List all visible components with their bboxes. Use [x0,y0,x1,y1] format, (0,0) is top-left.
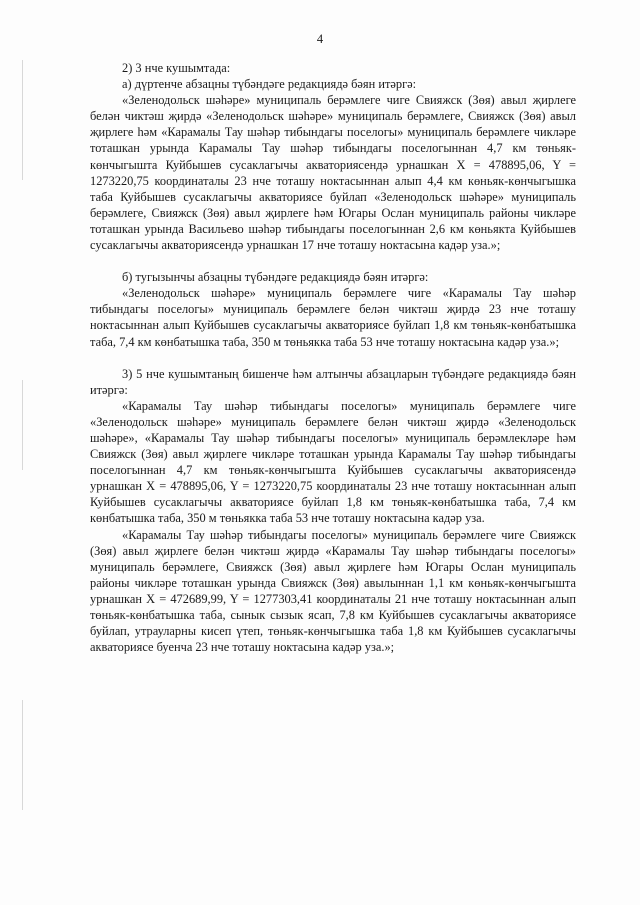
paragraph-item-2: 2) 3 нче кушымтада: [122,61,231,75]
scan-edge-mark [22,60,23,180]
scan-edge-mark [22,380,23,470]
paragraph-subitem-b: б) тугызынчы абзацны түбәндәге редакциядә бәян итәргә: [122,270,429,285]
scan-edge-mark [22,700,23,810]
paragraph-item-3: 3) 5 нче кушымтаның бишенче һәм алтынчы абзацларын түбәндәге редакциядә бәян итәргә: [90,366,576,397]
paragraph-quote: «Зеленодольск шәһәре» муниципаль берәмлеге чиге «Карамалы Тау шәһәр тибындагы поселогы» муниципаль берәмлеге белән чиктәш җирдә 23 нче тоташу ноктасыннан алып Куйбышев сусаклагычы акваториясе буйлап 1,8 км төньяк-көнбатышка таба, 7,4 км көнбатышка таба, 350 м төньякка таба 53 нче тоташу ноктасына кадәр уза.»; [90,286,576,349]
paragraph-quote: «Зеленодольск шәһәре» муниципаль берәмлеге чиге Свияжск (Зөя) авыл җирлеге белән чиктәш җирдә «Зеленодольск шәһәре» муниципаль берәмлеге, Свияжск (Зөя) авыл җирлеге һәм «Карамалы Тау шәһәр тибындагы поселогы» муниципаль берәмлеге чикләре тоташкан урында Карамалы Тау шәһәр тибындагы поселогыннан 4,7 км төньяк-көнчыгышта Куйбышев сусаклагычы акваториясендә урнашкан X = 478895,06, Y = 1273220,75 координаталы 23 нче тоташу ноктасыннан алып 4,4 км көньяк-көнчыгышка таба Куйбышев сусаклагычы акваториясе буйлап «Зеленодольск шәһәре» муниципаль берәмлеге, Свияжск (Зөя) авыл җирлеге һәм Югары Ослан муниципаль районы чикләре тоташкан урында Васильево шәһәр тибындагы поселогыннан 2,6 км көньякта Куйбышев сусаклагычы акваториясендә урнашкан 17 нче тоташу ноктасына кадәр уза.»; [90,93,576,253]
paragraph-quote: «Карамалы Тау шәһәр тибындагы поселогы» муниципаль берәмлеге чиге Свияжск (Зөя) авыл җирлеге белән чиктәш җирдә «Карамалы Тау шәһәр тибындагы поселогы» муниципаль берәмлеге, Свияжск (Зөя) авыл җирлеге һәм Югары Ослан муниципаль районы чикләре тоташкан урында Свияжск (Зөя) авылыннан 1,1 км көньяк-көнчыгышта урнашкан X = 472689,99, Y = 1277303,41 координаталы 21 нче тоташу ноктасыннан алып төньяк-көнбатышка таба, сынык сызык ясап, 7,8 км Куйбышев сусаклагычы акваториясе буйлап, утрауларны кисеп үтеп, төньяк-көнчыгышка таба 1,8 км Куйбышев сусаклагычы акваториясе буенча 23 нче тоташу ноктасына кадәр уза.»; [90,527,576,655]
paragraph-subitem-a: а) дүртенче абзацны түбәндәге редакциядә бәян итәргә: [122,77,417,92]
page-number: 4 [316,32,324,46]
document-body [90,60,576,655]
paragraph-quote: «Карамалы Тау шәһәр тибындагы поселогы» муниципаль берәмлеге чиге «Зеленодольск шәһәре» муниципаль берәмлеге белән чиктәш җирдә «Зеленодольск шәһәре», «Карамалы Тау шәһәр тибындагы поселогы» муниципаль берәмлекләре һәм Свияжск (Зөя) авыл җирлеге чикләре тоташкан урында Карамалы Тау шәһәр тибындагы поселогыннан 4,7 км төньяк-көнчыгышта Куйбышев сусаклагычы акваториясендә урнашкан X = 478895,06, Y = 1273220,75 координаталы 23 нче тоташу ноктасыннан алып Куйбышев сусаклагычы акваториясе буйлап 1,8 км төньяк-көнбатышка таба, 7,4 км көнбатышка таба, 350 м төньякка таба 53 нче тоташу ноктасына кадәр уза. [90,398,576,526]
